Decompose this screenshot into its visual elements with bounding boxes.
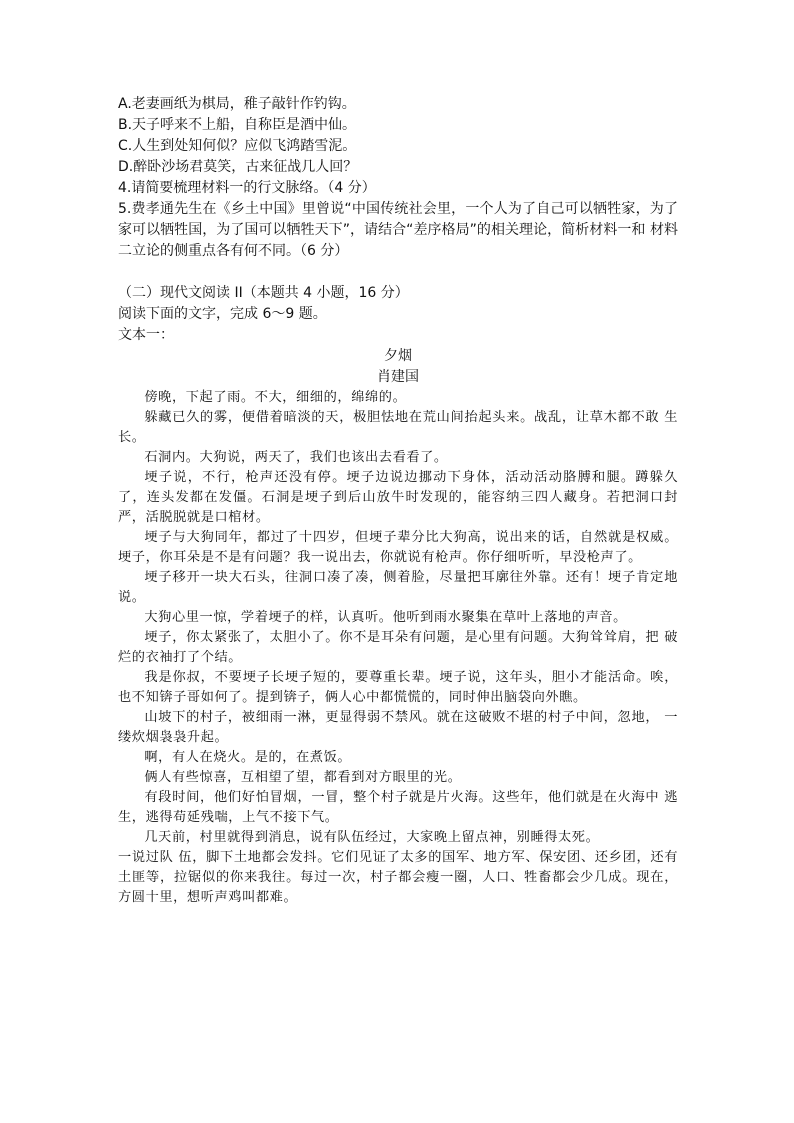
story-author: 肖建国 [377,369,419,385]
story-paragraph: 一说过队 伍，脚下土地都会发抖。它们见证了太多的国军、地方军、保安团、还乡团，还有土匪等，拉锯似的你来我往。每过一次，村子都会瘦一圈，人口、牲畜都会少几成。现在，方圆十里，想听声鸡叫都难。 [118,850,678,905]
story-body [118,388,678,908]
story-paragraph: 有段时间，他们好怕冒烟，一冒，整个村子就是片火海。这些年，他们就是在火海中 逃生，逃得苟延残喘，上气不接下气。 [118,790,678,825]
option-a: A.老妻画纸为棋局，稚子敲针作钓钩。 [118,96,356,112]
section-heading: （二）现代文阅读 II（本题共 4 小题，16 分） [118,285,409,301]
story-paragraph: 躲藏已久的雾，便借着暗淡的天，极胆怯地在荒山间抬起头来。战乱，让草木都不敢 生长。 [118,410,678,445]
text-label: 文本一： [118,327,174,343]
story-paragraph: 傍晚，下起了雨。不大，细细的，绵绵的。 [144,390,407,405]
option-c: C.人生到处知何似？应似飞鸿踏雪泥。 [118,138,357,154]
document-page [118,94,678,908]
option-b: B.天子呼来不上船，自称臣是酒中仙。 [118,117,357,133]
story-title: 夕烟 [384,348,412,364]
question-5: 5.费孝通先生在《乡土中国》里曾说“中国传统社会里，一个人为了自己可以牺牲家，为了家可以牺牲国，为了国可以牺牲天下”，请结合“差序格局”的相关理论，简析材料一和 材料二立论的侧重点各有何不同。（6 分） [118,201,678,259]
story-paragraph: 埂子与大狗同年，都过了十四岁，但埂子辈分比大狗高，说出来的话，自然就是权威。埂子，你耳朵是不是有问题？我一说出去，你就说有枪声。你仔细听听，早没枪声了。 [118,530,678,565]
story-paragraph: 几天前，村里就得到消息，说有队伍经过，大家晚上留点神，别睡得太死。 [144,830,600,845]
story-paragraph: 啊，有人在烧火。是的，在煮饭。 [144,750,352,765]
instruction: 阅读下面的文字，完成 6～9 题。 [118,306,327,322]
question-4: 4.请简要梳理材料一的行文脉络。（4 分） [118,180,376,196]
story-paragraph: 石洞内。大狗说，两天了，我们也该出去看看了。 [144,450,448,465]
option-d: D.醉卧沙场君莫笑，古来征战几人回？ [118,159,358,175]
question-options [118,94,678,199]
story-paragraph: 山坡下的村子，被细雨一淋，更显得弱不禁风。就在这破败不堪的村子中间，忽地， 一缕炊烟袅袅升起。 [118,710,678,745]
spacer [118,262,678,283]
story-paragraph: 我是你叔，不要埂子长埂子短的，要尊重长辈。埂子说，这年头，胆小才能活命。唉， 也不知锛子哥如何了。提到锛子，俩人心中都慌慌的，同时伸出脑袋向外瞧。 [118,670,678,705]
story-paragraph: 埂子移开一块大石头，往洞口凑了凑，侧着脸，尽量把耳廓往外靠。还有！埂子肯定地说。 [118,570,678,605]
story-paragraph: 俩人有些惊喜，互相望了望，都看到对方眼里的光。 [144,770,462,785]
story-paragraph: 埂子说，不行，枪声还没有停。埂子边说边挪动下身体，活动活动胳膊和腿。蹲躲久了，连头发都在发僵。石洞是埂子到后山放牛时发现的，能容纳三四人藏身。若把洞口封严，活脱脱就是口棺材。 [118,470,678,525]
story-paragraph: 埂子，你太紧张了，太胆小了。你不是耳朵有问题，是心里有问题。大狗耸耸肩，把 破烂的衣袖打了个结。 [118,630,678,665]
story-paragraph: 大狗心里一惊，学着埂子的样，认真听。他听到雨水聚集在草叶上落地的声音。 [144,610,627,625]
